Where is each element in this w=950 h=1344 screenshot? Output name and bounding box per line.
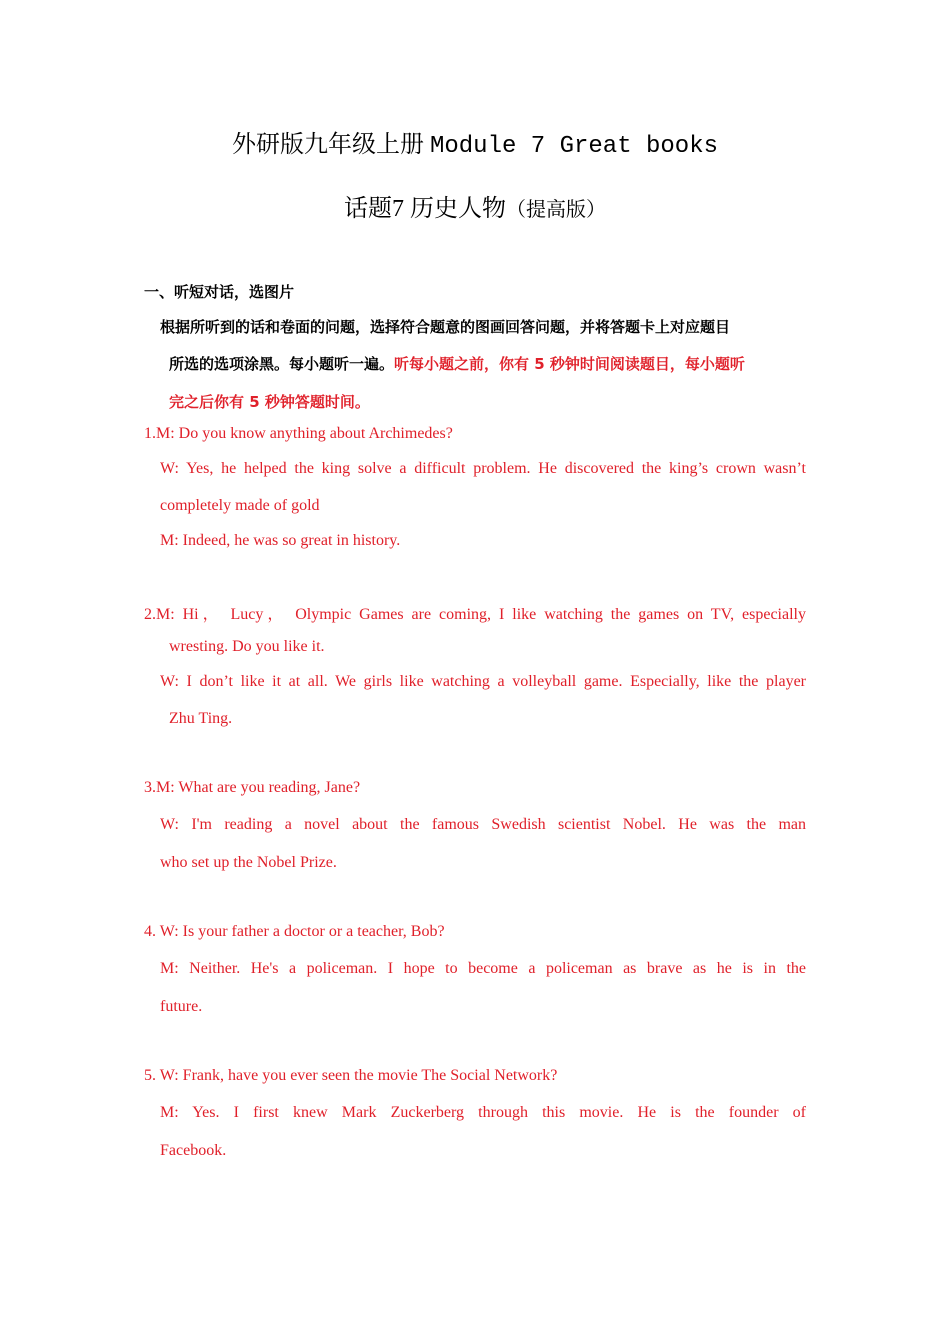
section-heading: 一、听短对话，选图片 <box>144 283 295 301</box>
instruction-red-text: 听每小题之前，你有 5 秒钟时间阅读题目，每小题听 <box>394 355 745 373</box>
dialog-1-line: W: Yes, he helped the king solve a difficult problem. He discovered the king’s crown wasn’t <box>160 460 806 477</box>
dialog-2-question: 2.M: Hi， Lucy， Olympic Games are coming, I like watching the games on TV, especially <box>144 606 806 623</box>
page-subtitle <box>0 188 950 223</box>
dialog-4-question: 4. W: Is your father a doctor or a teacher, Bob? <box>144 923 445 940</box>
instruction-line-2 <box>169 353 745 374</box>
title-en: Module 7 Great books <box>429 133 719 160</box>
dialog-2-line: W: I don’t like it at all. We girls like watching a volleyball game. Especially, like the player <box>160 673 806 690</box>
dialog-1-line: completely made of gold <box>160 497 320 514</box>
dialog-5-line: M: Yes. I first knew Mark Zuckerberg through this movie. He is the founder of <box>160 1104 806 1121</box>
page-title <box>0 124 950 160</box>
instruction-line-1: 根据所听到的话和卷面的问题，选择符合题意的图画回答问题，并将答题卡上对应题目 <box>160 318 731 336</box>
title-cn: 外研版九年级上册 <box>231 132 424 158</box>
instruction-line-3: 完之后你有 5 秒钟答题时间。 <box>169 393 370 411</box>
dialog-2-line: wresting. Do you like it. <box>169 638 325 655</box>
dialog-1-line: M: Indeed, he was so great in history. <box>160 532 401 549</box>
dialog-3-line: who set up the Nobel Prize. <box>160 854 337 871</box>
dialog-3-question: 3.M: What are you reading, Jane? <box>144 779 361 796</box>
dialog-3-line: W: I'm reading a novel about the famous Swedish scientist Nobel. He was the man <box>160 816 806 833</box>
dialog-5-question: 5. W: Frank, have you ever seen the movie The Social Network? <box>144 1067 558 1084</box>
dialog-1-question: 1.M: Do you know anything about Archimedes? <box>144 425 453 442</box>
instruction-black-text: 所选的选项涂黑。每小题听一遍。 <box>169 355 395 373</box>
dialog-2-line: Zhu Ting. <box>169 710 233 727</box>
dialog-4-line: future. <box>160 998 203 1015</box>
subtitle-paren: （提高版） <box>506 199 606 221</box>
dialog-5-line: Facebook. <box>160 1142 227 1159</box>
dialog-4-line: M: Neither. He's a policeman. I hope to become a policeman as brave as he is in the <box>160 960 806 977</box>
subtitle-main: 话题7 历史人物 <box>344 196 506 222</box>
